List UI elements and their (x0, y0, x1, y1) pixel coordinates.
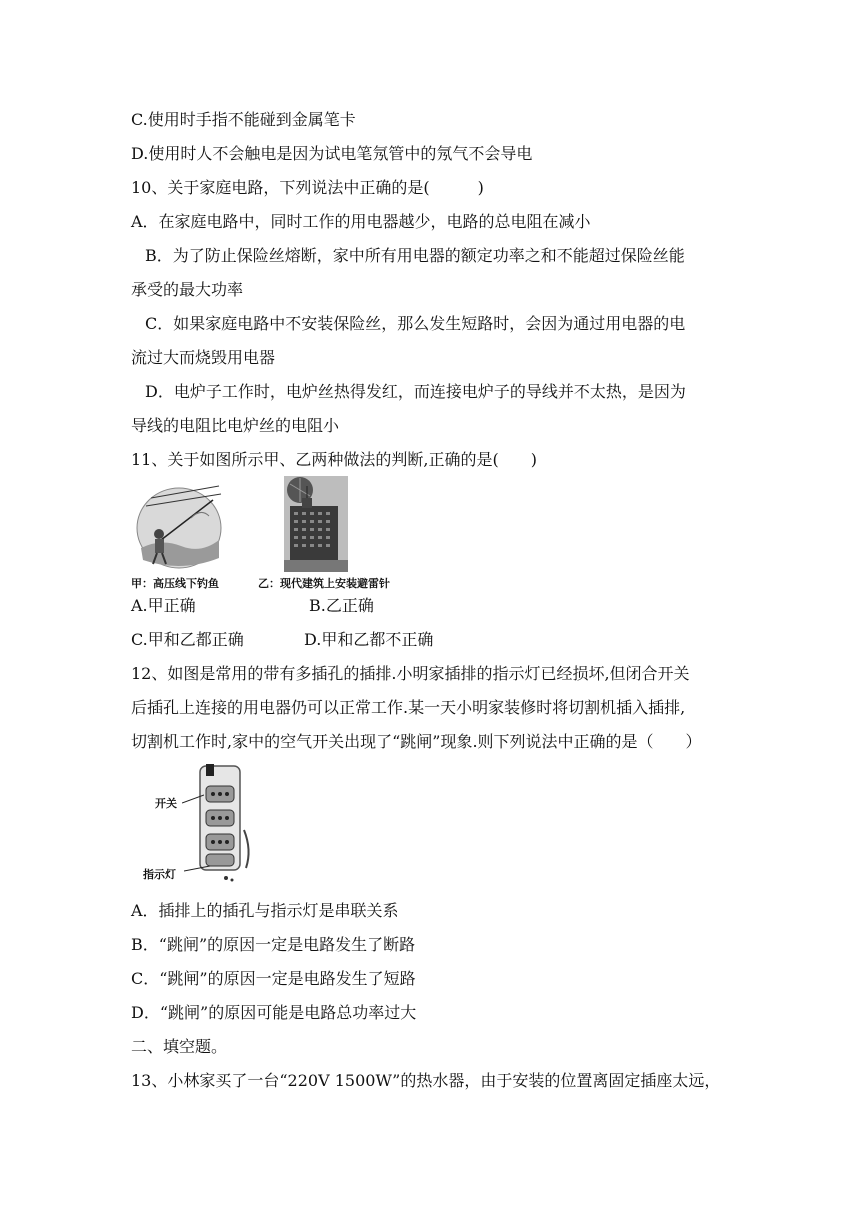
q9-option-c: C.使用时手指不能碰到金属笔卡 (131, 110, 356, 129)
fishing-under-power-line-image (131, 478, 226, 572)
q10-option-b-line2: 承受的最大功率 (131, 280, 244, 299)
indicator-pointer-line (184, 862, 210, 876)
q10-option-d-line2: 导线的电阻比电炉丝的电阻小 (131, 416, 340, 435)
switch-label: 开关 (155, 797, 177, 810)
figure-jia-caption: 甲：高压线下钓鱼 (131, 577, 219, 590)
q10-stem: 10、关于家庭电路，下列说法中正确的是( ) (131, 178, 484, 197)
q9-option-d: D.使用时人不会触电是因为试电笔氖管中的氖气不会导电 (131, 144, 533, 163)
q10-option-d-line1: D．电炉子工作时，电炉丝热得发红，而连接电炉子的导线并不太热，是因为 (145, 382, 686, 401)
switch-pointer-line (182, 793, 204, 807)
building-lightning-rod-image (284, 476, 348, 572)
q11-option-c: C.甲和乙都正确 (131, 630, 244, 649)
figure-yi-caption: 乙：现代建筑上安装避雷针 (258, 577, 390, 590)
q10-option-a: A．在家庭电路中，同时工作的用电器越少，电路的总电阻在减小 (131, 212, 591, 231)
indicator-light-label: 指示灯 (143, 868, 176, 881)
section-2-title: 二、填空题。 (131, 1037, 228, 1056)
q12-option-a: A．插排上的插孔与指示灯是串联关系 (131, 901, 399, 920)
q12-option-d: D．“跳闸”的原因可能是电路总功率过大 (131, 1003, 417, 1022)
q13-stem-line1: 13、小林家买了一台“220V 1500W”的热水器，由于安装的位置离固定插座太远， (131, 1071, 721, 1090)
q11-stem: 11、关于如图所示甲、乙两种做法的判断,正确的是( ) (131, 450, 537, 469)
q11-option-a: A.甲正确 (131, 596, 196, 615)
q12-stem-line3: 切割机工作时,家中的空气开关出现了“跳闸”现象.则下列说法中正确的是（ ） (131, 732, 702, 751)
q11-option-b: B.乙正确 (309, 596, 374, 615)
q12-stem-line1: 12、如图是常用的带有多插孔的插排.小明家插排的指示灯已经损坏,但闭合开关 (131, 664, 690, 683)
q12-option-c: C．“跳闸”的原因一定是电路发生了短路 (131, 969, 416, 988)
q10-option-c-line2: 流过大而烧毁用电器 (131, 348, 276, 367)
q10-option-c-line1: C．如果家庭电路中不安装保险丝，那么发生短路时，会因为通过用电器的电 (145, 314, 686, 333)
q12-stem-line2: 后插孔上连接的用电器仍可以正常工作.某一天小明家装修时将切割机插入插排, (131, 698, 686, 717)
q12-option-b: B．“跳闸”的原因一定是电路发生了断路 (131, 935, 416, 954)
q11-option-d: D.甲和乙都不正确 (304, 630, 434, 649)
q10-option-b-line1: B．为了防止保险丝熔断，家中所有用电器的额定功率之和不能超过保险丝能 (145, 246, 685, 265)
